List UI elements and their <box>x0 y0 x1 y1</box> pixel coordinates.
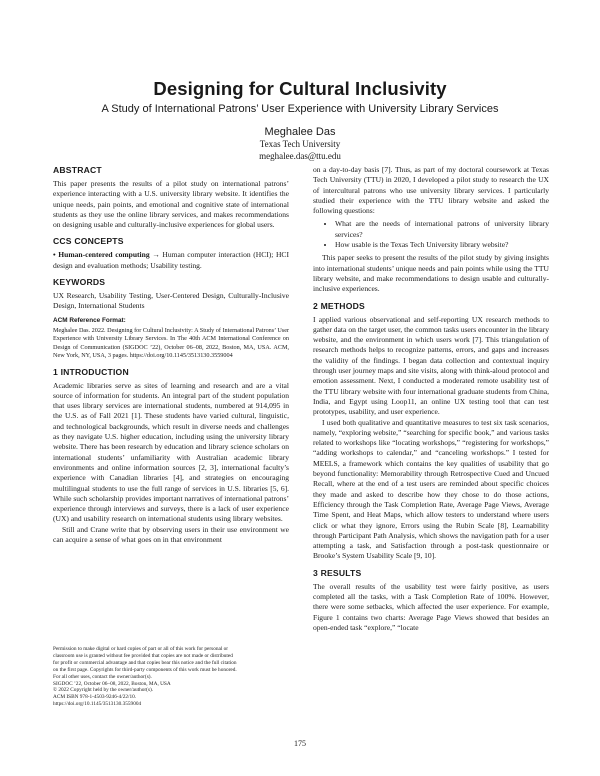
introduction-heading: 1 INTRODUCTION <box>53 366 129 377</box>
intro-continued-p1: on a day-to-day basis [7]. Thus, as part of my doctoral coursework at Texas Tech University (TTU) in 2020, I developed a pilot study to research the UX of intercultural patrons who use university library services. I particularly studied their experience with the TTU library website and asked the following questions: <box>313 165 549 216</box>
reference-text: Meghalee Das. 2022. Designing for Cultural Inclusivity: A Study of International Patrons’ User Experience with University Library Services. In The 40th ACM International Conference on Design of Communication (SIGDOC ’22), October 06–08, 2022, Boston, MA, USA. ACM, New York, NY, USA, 3 pages. https://doi.org/10.1145/3513130.3559004 <box>53 326 289 360</box>
author-email[interactable]: meghalee.das@ttu.edu <box>259 151 341 161</box>
results-heading: 3 RESULTS <box>313 567 362 578</box>
ccs-text <box>53 250 289 271</box>
introduction-p1: Academic libraries serve as sites of learning and research and are a vital source of information for students. An integral part of the student population that uses library services are international students, numbered at 914,095 in the U.S. as of Fall 2021 [1]. These students have varied cultural, linguistic, and technological backgrounds, which result in diverse needs and challenges as they navigate U.S. higher education, including using the university library website. There has been research by education and library science scholars on international students’ unfamiliarity with Australian academic library environments and online information sources [2, 3], international faculty’s experience with Canadian libraries [4], and strategies on encouraging multilingual students to use the full range of services in U.S. libraries [5, 6]. While such scholarship provides important narratives of international patrons’ experience through interviews and surveys, there is a lack of user experience (UX) and usability research on international students using library websites. <box>53 380 289 524</box>
keywords-heading: KEYWORDS <box>53 277 106 288</box>
footnote-line: Permission to make digital or hard copies of part or all of this work for personal or <box>53 646 229 652</box>
ccs-section <box>53 236 289 271</box>
introduction-section <box>53 367 289 546</box>
paper-subtitle: A Study of International Patrons’ User Experience with University Library Services <box>101 103 499 115</box>
author-affiliation: Texas Tech University <box>259 139 341 149</box>
page-number: 175 <box>294 739 306 748</box>
methods-heading: 2 METHODS <box>313 300 365 311</box>
ccs-bold: • Human-centered computing <box>53 250 150 260</box>
footnote-line: © 2022 Copyright held by the owner/author(s). <box>53 687 154 694</box>
ccs-heading: CCS CONCEPTS <box>53 236 124 247</box>
author-name: Meghalee Das <box>264 126 336 138</box>
methods-p2: I used both qualitative and quantitative measures to test six task scenarios, namely, “exploring website,” “searching for specific book,” and various tasks related to workshops like “locating workshops,” “registering for workshops,” “adding workshops to calendar,” and “canceling workshops.” I tested for MEELS, a framework which contains the key qualities of usability that go beyond functionality: Memorability through Retrospective Cued and Uncued Recall, where at the end of a test users are reminded about specific choices they made and asked to describe how they chose to do those actions, Efficiency through the Task Completion Rate, Average Page Views, Average Time Spent, and Heat Maps, which allow testers to understand where users click or what they ignore, Errors using the Rubin Scale [8], Learnability through Participant Path Analysis, which shows the navigation path for a user attempting a task, and Satisfaction through a post-task questionnaire or Brooke’s System Usability Scale [9, 10]. <box>313 417 549 561</box>
introduction-p2: Still and Crane write that by observing users in their use environment we can acquire a sense of what goes on in that environment <box>53 524 289 545</box>
footnote-line: For all other uses, contact the owner/author(s). <box>53 673 152 680</box>
footnote-doi-link[interactable]: https://doi.org/10.1145/3513130.3559004 <box>53 701 142 708</box>
paper-title: Designing for Cultural Inclusivity <box>153 78 447 99</box>
footnote-line: classroom use is granted without fee provided that copies are not made or distributed <box>53 652 233 659</box>
copyright-footnote <box>53 646 289 708</box>
keywords-text: UX Research, Usability Testing, User-Centered Design, Culturally-Inclusive Design, International Students <box>53 291 289 311</box>
reference-heading: ACM Reference Format: <box>53 316 126 324</box>
footnote-line: SIGDOC ’22, October 06–08, 2022, Boston, MA, USA <box>53 680 171 687</box>
footnote-line: on the first page. Copyrights for third-party components of this work must be honored. <box>53 666 237 673</box>
list-item: • How usable is the Texas Tech University library website? <box>335 240 549 250</box>
results-p1: The overall results of the usability test were fairly positive, as users completed all the tasks, with a Task Completion Rate of 100%. However, there were some setbacks, which affected the user experience. For example, Figure 1 contains two charts: Average Page Views showed that besides an open-ended task “explore,” “locate <box>313 581 549 632</box>
methods-section <box>313 301 549 562</box>
abstract-text: This paper presents the results of a pilot study on international patrons’ experience interacting with a U.S. university library website. It identifies the unique needs, pain points, and emotional and cognitive state of international students as they use the online library services, and makes recommendations on designing usable and culturally-inclusive experiences for global users. <box>53 179 289 230</box>
research-questions-list <box>313 219 549 250</box>
intro-continued <box>313 165 549 295</box>
footnote-line: for profit or commercial advantage and that copies bear this notice and the full citation <box>53 659 237 666</box>
keywords-section <box>53 277 289 361</box>
list-item: • What are the needs of international patrons of university library services? <box>335 219 549 240</box>
abstract-section <box>53 165 289 230</box>
results-section <box>313 568 549 633</box>
abstract-heading: ABSTRACT <box>53 165 102 175</box>
right-column <box>313 165 549 639</box>
left-column <box>53 165 289 551</box>
ccs-rest: → Human computer interaction (HCI); HCI design and evaluation methods; Usability testing. <box>53 250 289 270</box>
intro-continued-p2: This paper seeks to present the results of the pilot study by giving insights into international students’ unique needs and pain points while using the TTU library website, and make recommendations to design usable and culturally-inclusive experiences. <box>313 253 549 294</box>
footnote-line: ACM ISBN 978-1-4503-9246-4/22/10. <box>53 694 137 701</box>
methods-p1: I applied various observational and self-reporting UX research methods to gather data on the target user, the common tasks users encounter in the library website, and the environment in which users work [7]. This triangulation of research methods helps to recognize patterns, errors, and gaps and increases the validity of the findings. I began data collection and contextual inquiry through user journey maps and site visits, along with think-aloud protocol and emotion assessment. Next, I conducted a moderated remote usability test of the TTU library website with four international graduate students from China, India, and Egypt using Loop11, an online UX testing tool that can test prototypes, usability, and user experience. <box>313 314 550 417</box>
